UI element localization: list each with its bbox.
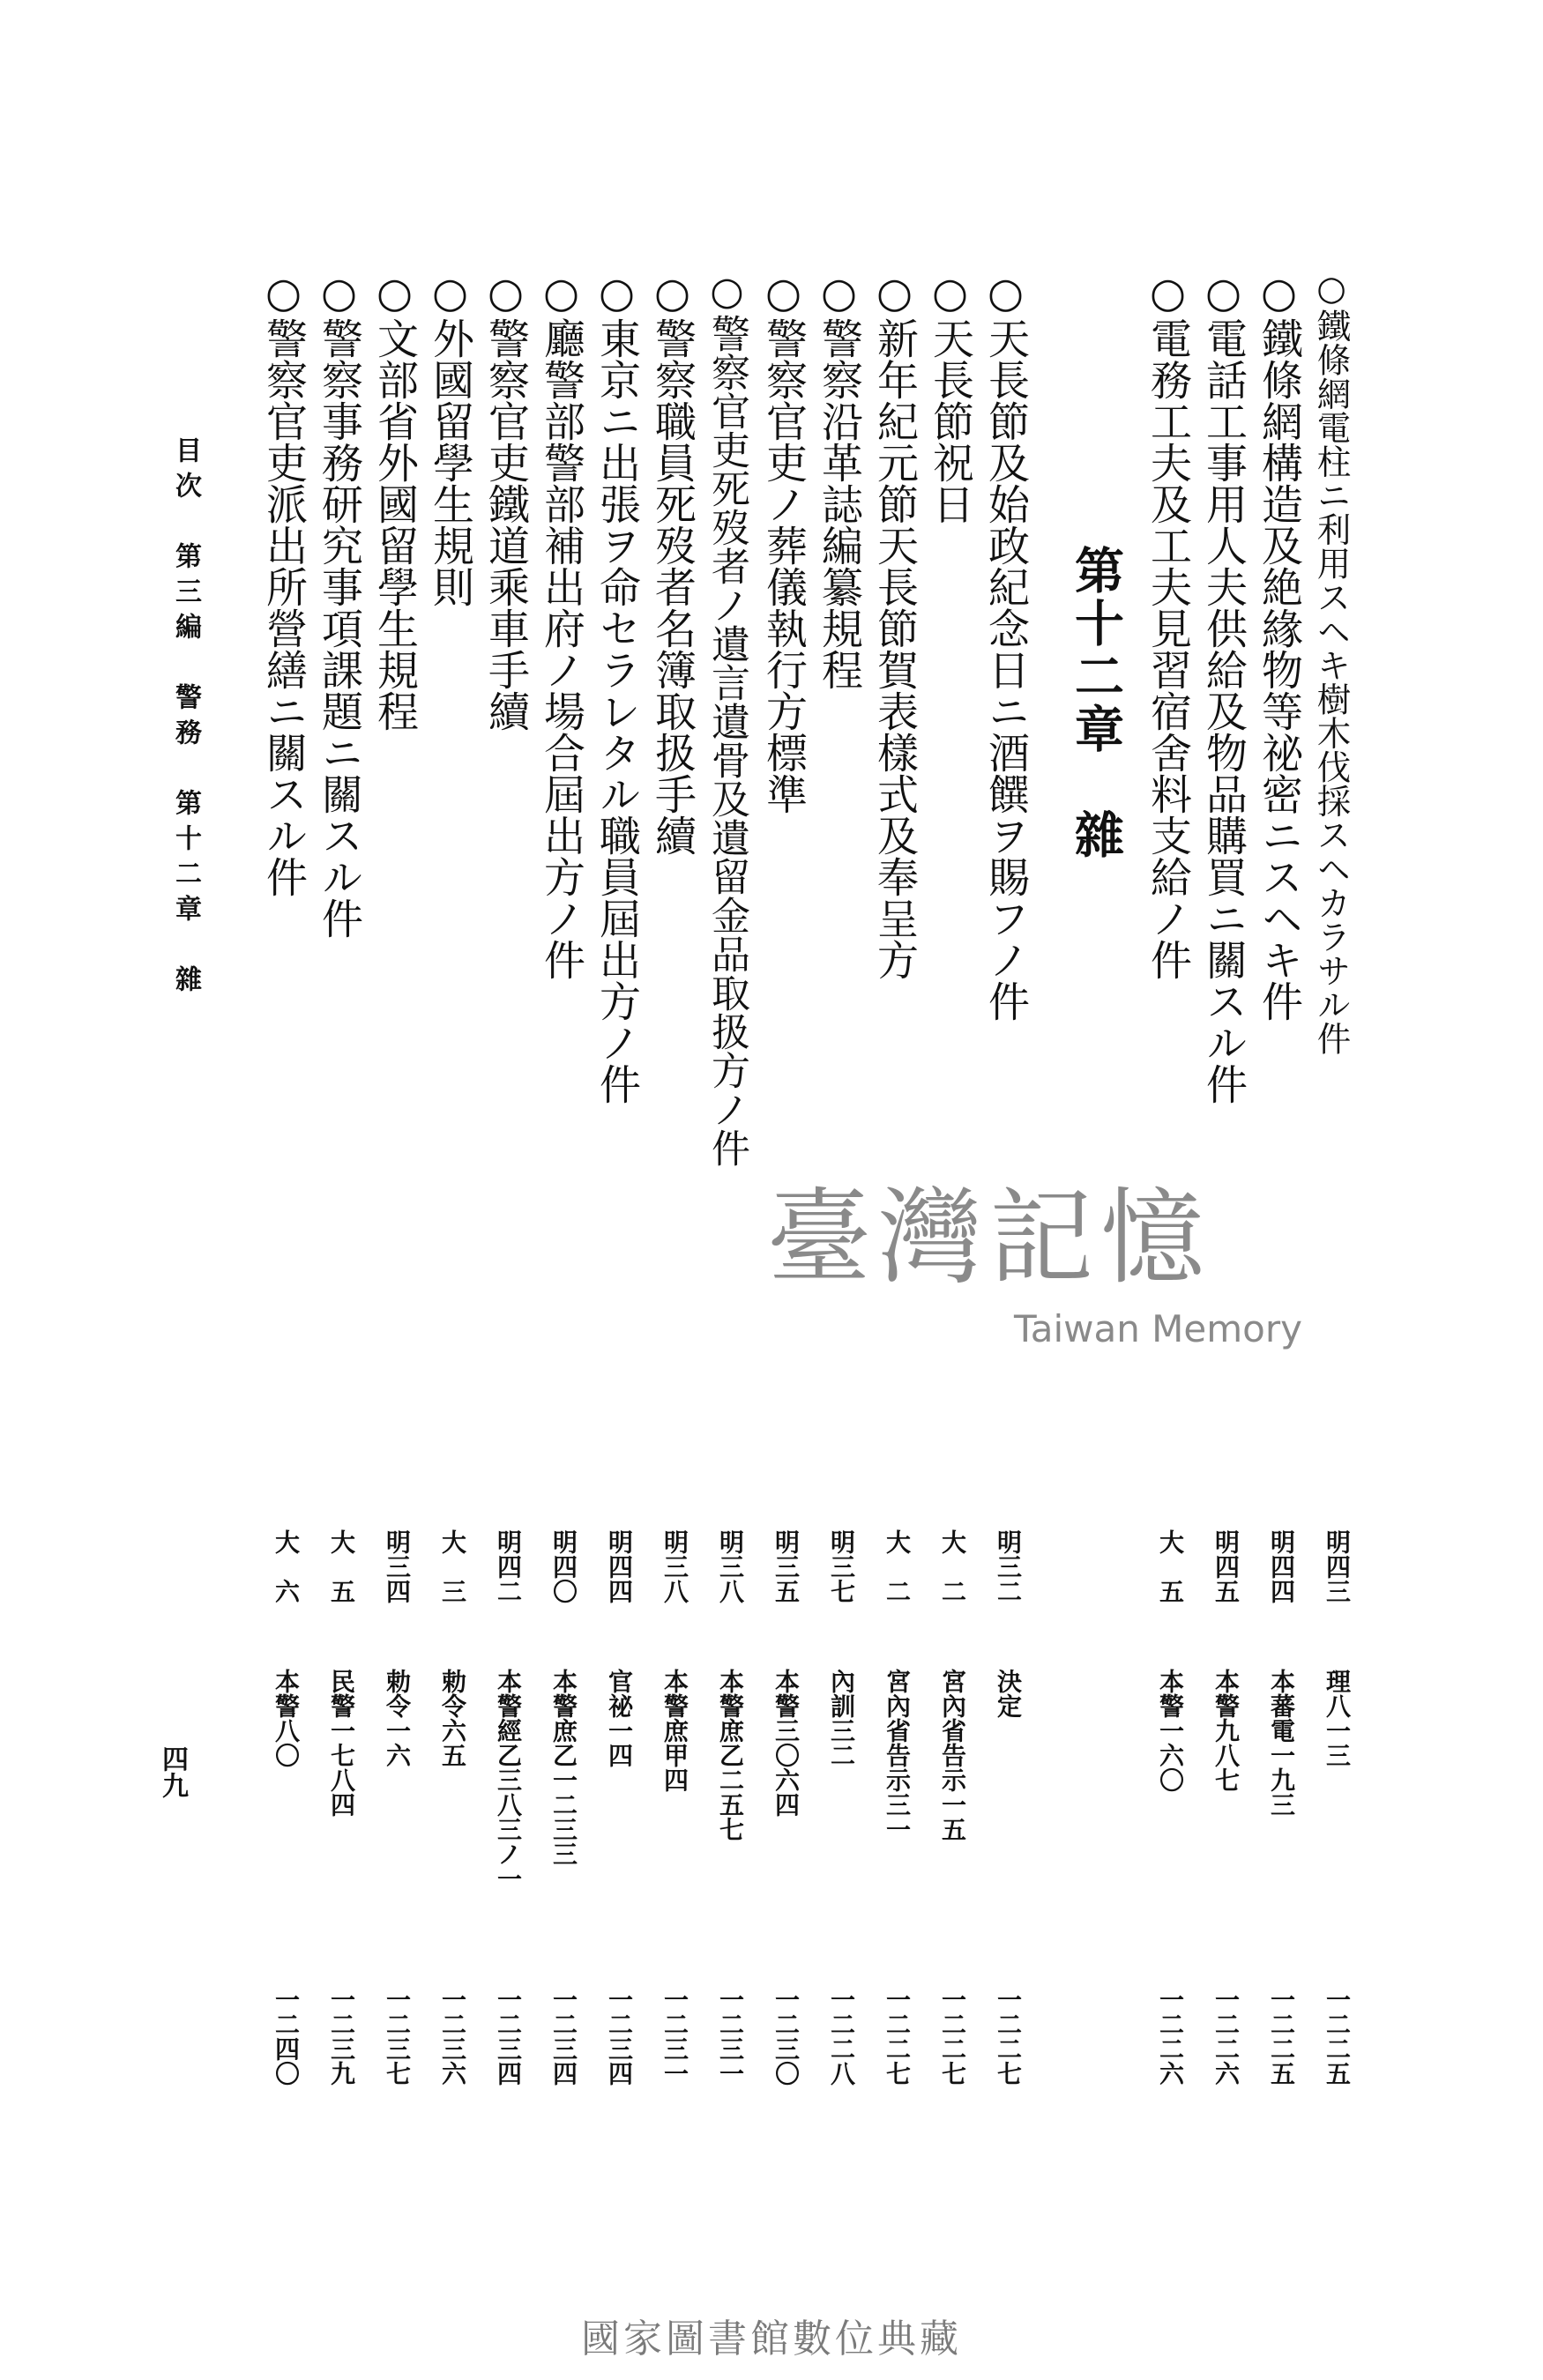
entry-page-number: 一二三一 (716, 1987, 745, 2086)
entry-reference: 官祕一四 (605, 1669, 634, 1767)
chapter-title: 第十二章 雜 (1067, 545, 1125, 862)
entry-page-number: 一二三七 (383, 1987, 412, 2086)
watermark-logo-english: Taiwan Memory (1014, 1307, 1302, 1350)
entry-reference: 內訓三二 (827, 1669, 856, 1767)
entry-date: 明三五 (772, 1529, 801, 1603)
entry-reference: 決定 (994, 1669, 1023, 1718)
entry-date: 大 五 (1156, 1529, 1185, 1603)
entry-page-number: 一二三四 (605, 1987, 634, 2086)
entry-title: ○鐵條網電柱ニ利用スヘキ樹木伐採スヘカラサル件 (1311, 269, 1352, 1055)
entry-date: 明三八 (660, 1529, 690, 1603)
entry-reference: 本警庶乙一二三三 (549, 1669, 578, 1866)
entry-date: 明四五 (1211, 1529, 1241, 1603)
entry-date: 大 五 (327, 1529, 356, 1603)
entry-reference: 本警庶乙二五七 (716, 1669, 745, 1841)
entry-reference: 理八一三 (1323, 1669, 1352, 1767)
entry-page-number: 一二三一 (660, 1987, 690, 2086)
entry-page-number: 一二二六 (1156, 1987, 1185, 2086)
running-header: 目次 第三編 警務 第十二章 雜 (170, 436, 201, 1000)
entry-date: 大 六 (272, 1529, 301, 1603)
entry-reference: 本警八〇 (272, 1669, 301, 1767)
entry-reference: 宮內省告示三一 (883, 1669, 912, 1841)
entry-title: ○文部省外國留學生規程 (370, 269, 419, 732)
entry-date: 明三七 (827, 1529, 856, 1603)
entry-reference: 本警九八七 (1211, 1669, 1241, 1792)
entry-page-number: 一二二八 (827, 1987, 856, 2086)
entry-date: 大 二 (883, 1529, 912, 1603)
entry-date: 明四四 (605, 1529, 634, 1603)
entry-reference: 本警三〇六四 (772, 1669, 801, 1817)
entry-reference: 本警庶甲四 (660, 1669, 690, 1792)
entry-page-number: 一二二七 (883, 1987, 912, 2086)
entry-title: ○警察事務研究事項課題ニ關スル件 (315, 269, 363, 939)
entry-title: ○東京ニ出張ヲ命セラレタル職員屆出方ノ件 (593, 269, 641, 1104)
entry-title: ○電務工夫及工夫見習宿舍料支給ノ件 (1144, 269, 1192, 980)
entry-reference: 本蕃電一九三 (1267, 1669, 1296, 1817)
entry-reference: 本警一六〇 (1156, 1669, 1185, 1792)
entry-reference: 勅令六五 (438, 1669, 467, 1767)
entry-title: ○外國留學生規則 (426, 269, 474, 607)
footer-collection-label: 國家圖書館數位典藏 (581, 2317, 962, 2361)
entry-date: 明三四 (383, 1529, 412, 1603)
entry-date: 明三二 (994, 1529, 1023, 1603)
folio-number: 四九 (157, 1745, 188, 1798)
entry-date: 明四二 (494, 1529, 523, 1603)
entry-date: 明四四 (1267, 1529, 1296, 1603)
entry-page-number: 一二三六 (438, 1987, 467, 2086)
entry-page-number: 一二二六 (1211, 1987, 1241, 2086)
entry-date: 明四三 (1323, 1529, 1352, 1603)
entry-title: ○警察官吏派出所營繕ニ關スル件 (259, 269, 308, 897)
entry-reference: 民警一七八四 (327, 1669, 356, 1817)
entry-title: ○天長節及始政紀念日ニ酒饌ヲ賜フノ件 (981, 269, 1030, 1022)
entry-page-number: 一二三九 (327, 1987, 356, 2086)
entry-title: ○電話工事用人夫供給及物品購買ニ關スル件 (1199, 269, 1248, 1104)
entry-title: ○警察職員死歿者名簿取扱手續 (648, 269, 697, 856)
entry-page-number: 一二二五 (1323, 1987, 1352, 2086)
entry-title: ○警察沿革誌編纂規程 (815, 269, 863, 690)
entry-page-number: 一二二七 (994, 1987, 1023, 2086)
entry-page-number: 一二二七 (938, 1987, 967, 2086)
entry-date: 大 三 (438, 1529, 467, 1603)
entry-title: ○警察官吏死歿者ノ遺言遺骨及遺留金品取扱方ノ件 (704, 269, 749, 1167)
watermark-logo-chinese: 臺灣記憶 (767, 1177, 1212, 1298)
entry-title: ○警察官吏鐵道乘車手續 (481, 269, 530, 732)
entry-reference: 勅令一六 (383, 1669, 412, 1767)
entry-title: ○警察官吏ノ葬儀執行方標準 (759, 269, 808, 814)
entry-date: 明四〇 (549, 1529, 578, 1603)
entry-page-number: 一二四〇 (272, 1987, 301, 2086)
entry-title: ○天長節祝日 (926, 269, 974, 524)
entry-title: ○新年紀元節天長節賀表樣式及奉呈方 (870, 269, 919, 980)
entry-page-number: 一二二五 (1267, 1987, 1296, 2086)
entry-page-number: 一二三四 (549, 1987, 578, 2086)
entry-title: ○廳警部警部補出府ノ場合屆出方ノ件 (537, 269, 585, 980)
entry-page-number: 一二三四 (494, 1987, 523, 2086)
entry-reference: 本警經乙三八三ノ一 (494, 1669, 523, 1891)
entry-date: 大 二 (938, 1529, 967, 1603)
entry-reference: 宮內省告示一五 (938, 1669, 967, 1841)
entry-page-number: 一二三〇 (772, 1987, 801, 2086)
entry-title: ○鐵條網構造及絶緣物等祕密ニスヘキ件 (1255, 269, 1303, 1022)
entry-date: 明三八 (716, 1529, 745, 1603)
